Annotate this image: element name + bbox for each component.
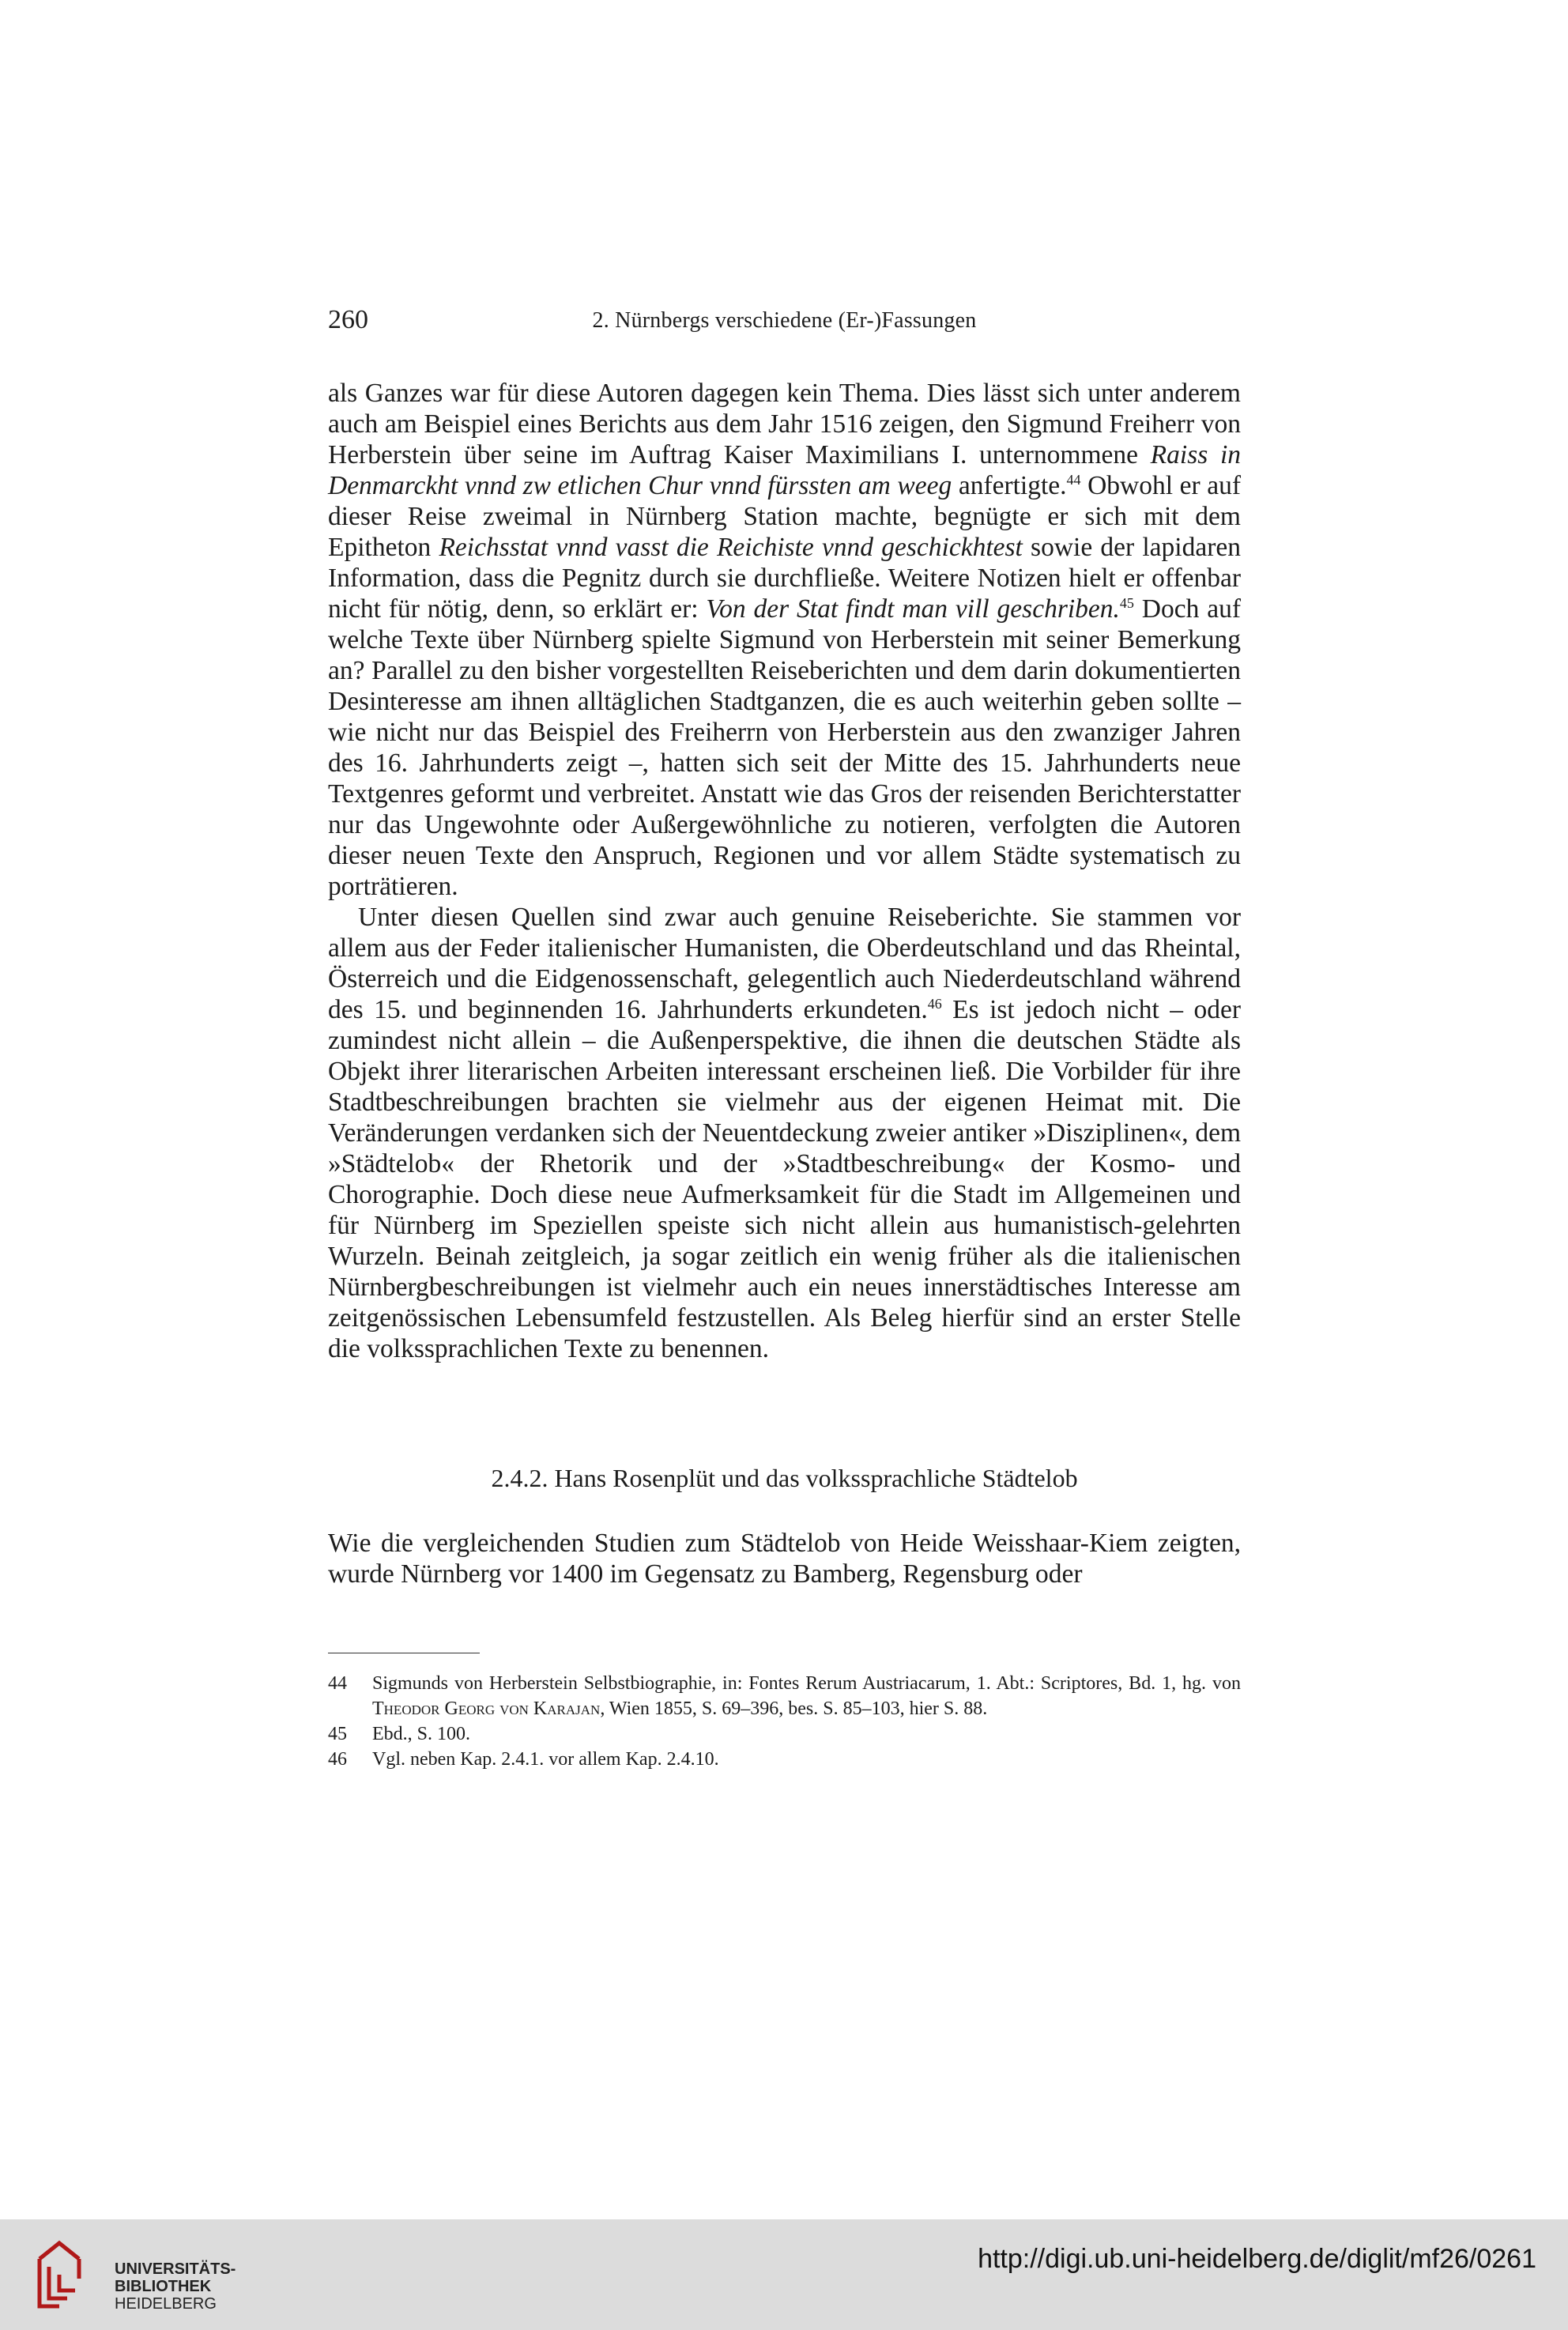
page-header [328,305,1241,343]
logo-line: UNIVERSITÄTS- [115,2260,236,2278]
library-logo[interactable] [32,2235,237,2314]
running-head: 2. Nürnbergs verschiedene (Er-)Fassungen [592,308,977,333]
text-run: , Wien 1855, S. 69–396, bes. S. 85–103, hier S. 88. [600,1698,988,1719]
text-run: Unter diesen Quellen sind zwar auch genuine Reiseberichte. Sie stammen vor allem aus der Feder italienischer Humanisten, die Oberdeutschland und das Rheintal, Österreich und die Eidgenossenschaft, gelegentlich auch Niederdeutschland während des 15. und beginnenden 16. Jahrhunderts erkundeten. [328,903,1241,1024]
section-text [328,1528,1241,1589]
paragraph-2 [328,902,1241,1364]
footnote-text [372,1671,1241,1721]
footnote-text: Vgl. neben Kap. 2.4.1. vor allem Kap. 2.4.10. [372,1749,719,1770]
text-run: Doch auf welche Texte über Nürnberg spielte Sigmund von Herberstein mit seiner Bemerkung an? Parallel zu den bisher vorgestellten Reiseberichten und dem darin dokumentierten Desinteresse am ihnen alltäglichen Stadtganzen, die es auch weiterhin geben sollte – wie nicht nur das Beispiel des Freiherrn von Herberstein aus den zwanziger Jahren des 16. Jahrhunderts zeigt –, hatten sich seit der Mitte des 15. Jahrhunderts neue Textgenres geformt und verbreitet. Anstatt wie das Gros der reisenden Berichterstatter nur das Ungewohnte oder Außergewöhnliche zu notieren, verfolgten die Autoren dieser neuen Texte den Anspruch, Regionen und vor allem Städte systematisch zu porträtieren. [328,594,1241,901]
page-number: 260 [328,305,368,334]
section-paragraph-1: Wie die vergleichenden Studien zum Städtelob von Heide Weisshaar-Kiem zeigten, wurde Nürnberg vor 1400 im Gegensatz zu Bamberg, Regensburg oder [328,1529,1241,1589]
logo-line: HEIDELBERG [115,2295,217,2313]
footnote-number: 44 [328,1673,347,1694]
text-run: Es ist jedoch nicht – oder zumindest nicht allein – die Außenperspektive, die ihnen die deutschen Städte als Objekt ihrer literarischen Arbeiten interessant erscheinen ließ. Die Vorbilder für ihre Stadtbeschreibungen brachten sie vielmehr aus der eigenen Heimat mit. Die Veränderungen verdanken sich der Neuentdeckung zweier antiker »Disziplinen«, dem »Städtelob« der Rhetorik und der »Stadtbeschreibung« der Kosmo- und Chorographie. Doch diese neue Aufmerksamkeit für die Stadt im Allgemeinen und für Nürnberg im Speziellen speiste sich nicht allein aus humanistisch-gelehrten Wurzeln. Beinah zeitgleich, ja sogar zeitlich ein wenig früher als die italienischen Nürnbergbeschreibungen ist vielmehr auch ein neues innerstädtisches Interesse am zeitgenössischen Lebensumfeld festzustellen. Als Beleg hierfür sind an erster Stelle die volkssprachlichen Texte zu benennen. [328,995,1241,1363]
footnote-44 [328,1671,1241,1721]
logo-text [115,2260,236,2313]
section-heading: 2.4.2. Hans Rosenplüt und das volkssprachliche Städtelob [491,1464,1078,1492]
footnote-number: 46 [328,1749,347,1770]
paragraph-1 [328,378,1241,902]
text-run: als Ganzes war für diese Autoren dagegen kein Thema. Dies lässt sich unter anderem auch am Beispiel eines Berichts aus dem Jahr 1516 zeigen, den Sigmund Freiherr von Herberstein über seine im Auftrag Kaiser Maximilians I. unternommene [328,379,1241,469]
footnote-ref-46[interactable]: 46 [927,995,942,1012]
logo-line: BIBLIOTHEK [115,2278,212,2295]
text-run: Sigmunds von Herberstein Selbstbiographie, in: Fontes Rerum Austriacarum, 1. Abt.: Scriptores, Bd. 1, hg. von [372,1673,1241,1694]
footnote-ref-44[interactable]: 44 [1066,471,1081,488]
footnote-text: Ebd., S. 100. [372,1724,471,1744]
source-url-link[interactable]: http://digi.ub.uni-heidelberg.de/diglit/mf26/0261 [978,2244,1536,2274]
italic-quote: Von der Stat findt man vill geschriben. [706,594,1120,624]
text-run: sowie der lapidaren Information, dass die Pegnitz durch sie durchfließe. Weitere Notizen hielt er offenbar nicht für nötig, denn, so erklärt er: [328,533,1241,624]
main-text [328,378,1241,1364]
text-run: Obwohl er auf dieser Reise zweimal in Nürnberg Station machte, begnügte er sich mit dem Epitheton [328,471,1241,562]
editor-name: Theodor Georg von Karajan [372,1698,601,1719]
text-run: anfertigte. [952,471,1067,500]
footer-bar [0,2219,1568,2330]
footnotes [328,1671,1241,1772]
library-logo-icon [32,2235,95,2314]
footnote-ref-45[interactable]: 45 [1119,594,1134,611]
footnote-number: 45 [328,1724,347,1744]
italic-quote: Raiss in Denmarckht vnnd zw etlichen Chur vnnd fürssten am weeg [328,440,1242,500]
italic-quote: Reichsstat vnnd vasst die Reichiste vnnd geschickhtest [439,533,1023,562]
footnote-45 [328,1721,1241,1747]
footnote-46 [328,1747,1241,1772]
